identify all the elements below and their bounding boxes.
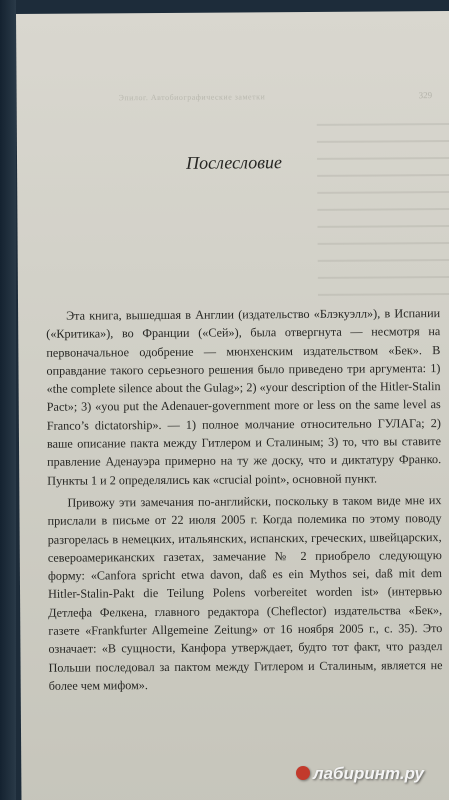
- paragraph: Эта книга, вышедшая в Англии (издательство «Блэкуэлл»), в Испании («Критика»), во Франции («Сей»), была отвергнута — несмотря на первоначальное одобрение — мюнхенским издательством «Бек». В оправдание такого серьезного решения было приведено три аргумента: 1) «the complete silence about the Gulag»; 2) «your description of the Hitler-Stalin Pact»; 3) «you put the Adenauer-government more or less on the same level as Franco’s dictatorship». — 1) полное молчание относительно ГУЛАГа; 2) ваше описание пакта между Гитлером и Сталиным; 3) то, что вы ставите правление Аденауэра примерно на ту же доску, что и диктатуру Франко. Пункты 1 и 2 определялись как «crucial point», основной пункт.: [46, 306, 442, 488]
- page-number: 329: [418, 90, 433, 101]
- watermark-text: лабиринт.ру: [313, 764, 424, 783]
- paragraph: Привожу эти замечания по-английски, поскольку в таком виде мне их прислали в письме от 22 июля 2005 г. Когда полемика по этому поводу разгорелась в немецких, итальянских, испанских, греческих, швейцарских, североамериканских газетах, замечание № 2 приобрело следующую форму: «Canfora spricht etwa davon, daß es ein Mythos sei, daß mit dem Hitler-Stalin-Pakt die Teilung Polens vorbereitet worden ist» (интервью Детлефа Фелкена, главного редактора (Cheflector) издательства «Бек», газете «Frankfurter Allgemeine Zeitung» от 16 ноября 2005 г., с. 35). Это означает: «В сущности, Канфора утверждает, будто тот факт, что раздел Польши последовал за пактом между Гитлером и Сталиным, является не более чем мифом».: [47, 493, 443, 693]
- labirint-logo-icon: [296, 766, 310, 780]
- body-text: [46, 304, 443, 695]
- book-edge-shadow: [0, 0, 16, 800]
- book-page: [16, 11, 449, 800]
- running-head: Эпилог. Автобиографические заметки: [118, 92, 266, 103]
- watermark-logo: [296, 764, 424, 784]
- chapter-title: Послесловие: [186, 152, 283, 173]
